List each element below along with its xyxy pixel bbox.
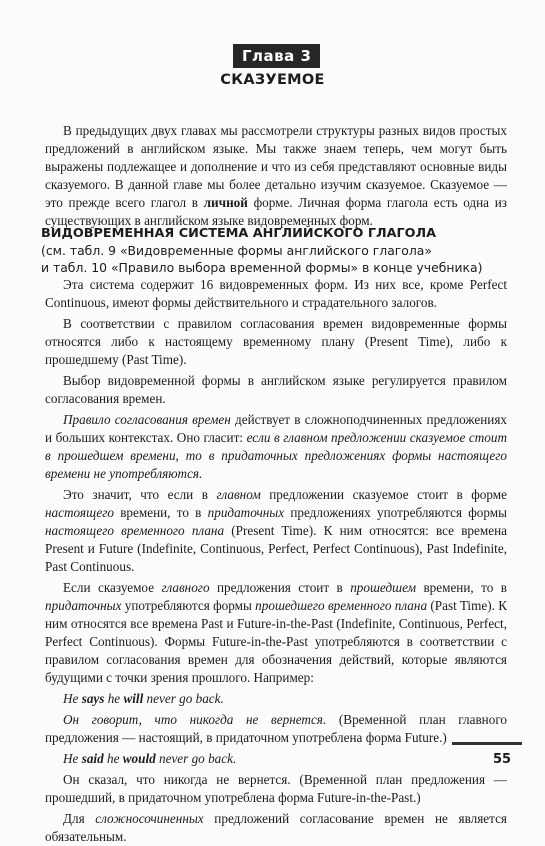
example-text: He [63, 751, 82, 766]
example-2 [45, 750, 507, 768]
text-fragment: употребляются формы [121, 598, 256, 613]
example-2-translation: Он сказал, что никогда не вернется. (Временной план предложения — прошедший, в придаточном употреблена форма Future-in-the-Past.) [45, 772, 507, 805]
text-fragment: времени, то в [416, 580, 507, 595]
text-fragment: Для [63, 811, 96, 826]
chapter-title: СКАЗУЕМОЕ [220, 72, 325, 88]
example-verb: said [81, 751, 104, 766]
text-fragment: времени, то в [113, 505, 208, 520]
paragraph-past [45, 579, 507, 687]
intro-emphasis: личной [203, 195, 248, 210]
text-fragment: (Past Time). К ним относятся все времена Past и Future-in-the-Past (Indefinite, Continuous, Perfect, Perfect Continuous). Формы Future-in-the-Past употребляются в соответствии с правилом согласования времен для обозначения действий, которые являются будущими с точки зрения прошлого. Например: [45, 598, 507, 685]
text-fragment: предложения стоит в [209, 580, 351, 595]
text-emphasis: главного [161, 580, 210, 595]
section-heading: ВИДОВРЕМЕННАЯ СИСТЕМА АНГЛИЙСКОГО ГЛАГОЛА [41, 226, 437, 241]
text-emphasis: прошедшем [350, 580, 417, 595]
example-text: never go back. [143, 691, 224, 706]
example-1-translation [45, 711, 507, 747]
paragraph-present [45, 486, 507, 576]
example-text: He [63, 691, 82, 706]
paragraph-choice: Выбор видовременной формы в английском языке регулируется правилом согласования времен. [45, 373, 507, 406]
text-fragment: предложений согласование времен не является обязательным. [45, 811, 507, 844]
paragraph-correspondence: В соответствии с правилом согласования времен видовременные формы относятся либо к настоящему временному плану (Present Time), либо к прошедшему (Past Time). [45, 316, 507, 367]
example-1 [45, 690, 507, 708]
main-section [45, 276, 507, 846]
translation-note: (Временной план главного предложения — настоящий, в придаточном употреблена форма Future.) [45, 712, 508, 745]
section-subheading-1: (см. табл. 9 «Видовременные формы английского глагола» [41, 243, 432, 258]
rule-statement: если в главном предложении сказуемое стоит в прошедшем времени, то в придаточных предложениях формы настоящего времени не употребляются. [45, 430, 507, 481]
translation-text: Он говорит, что никогда не вернется. [63, 712, 327, 727]
text-emphasis: сложносочиненных [95, 811, 204, 826]
text-emphasis: прошедшего временного плана [255, 598, 428, 613]
text-emphasis: настоящего [45, 505, 114, 520]
paragraph-rule [45, 411, 507, 483]
example-text: he [104, 691, 124, 706]
text-fragment: предложении сказуемое стоит в форме [260, 487, 507, 502]
paragraph-closing [45, 810, 507, 846]
intro-paragraph [45, 122, 507, 230]
paragraph-system: Эта система содержит 16 видовременных форм. Из них все, кроме Perfect Continuous, имеют формы действительного и страдательного залогов. [45, 277, 507, 310]
footer-rule [452, 742, 522, 745]
intro-text-tail: форме. Личная форма глагола есть одна из существующих в английском языке видовременных форм. [45, 195, 507, 228]
text-fragment: (Present Time). К ним относятся: все времена Present и Future (Indefinite, Continuous, Perfect, Perfect Continuous), Past Indefinite, Past Continuous. [45, 523, 507, 574]
text-fragment: Это значит, что если в [63, 487, 217, 502]
text-emphasis: настоящего временного плана [45, 523, 225, 538]
example-verb: will [123, 691, 144, 706]
section-heading-block [41, 225, 511, 276]
text-emphasis: главном [216, 487, 261, 502]
intro-text: В предыдущих двух главах мы рассмотрели структуры разных видов простых предложений в английском языке. Мы также знаем теперь, чем могут быть выражены подлежащее и дополнение и что из себя представляют основные виды сказуемого. В данной главе мы более детально изучим сказуемое. Сказуемое — это прежде всего глагол в [45, 123, 507, 210]
example-verb: would [122, 751, 156, 766]
rule-text: действует в сложноподчиненных предложениях и больших контекстах. Оно гласит: [45, 412, 507, 445]
section-subheading-2: и табл. 10 «Правило выбора временной формы» в конце учебника) [41, 260, 483, 275]
text-fragment: предложениях употребляются формы [284, 505, 507, 520]
text-emphasis: придаточных [45, 598, 122, 613]
intro-section [45, 122, 507, 230]
example-text: never go back. [155, 751, 237, 766]
page-number: 55 [493, 752, 512, 767]
rule-term: Правило согласования времен [63, 412, 231, 427]
example-verb: says [81, 691, 105, 706]
text-fragment: Если сказуемое [63, 580, 162, 595]
example-text: he [103, 751, 123, 766]
text-emphasis: придаточных [207, 505, 285, 520]
chapter-badge: Глава 3 [233, 44, 320, 68]
